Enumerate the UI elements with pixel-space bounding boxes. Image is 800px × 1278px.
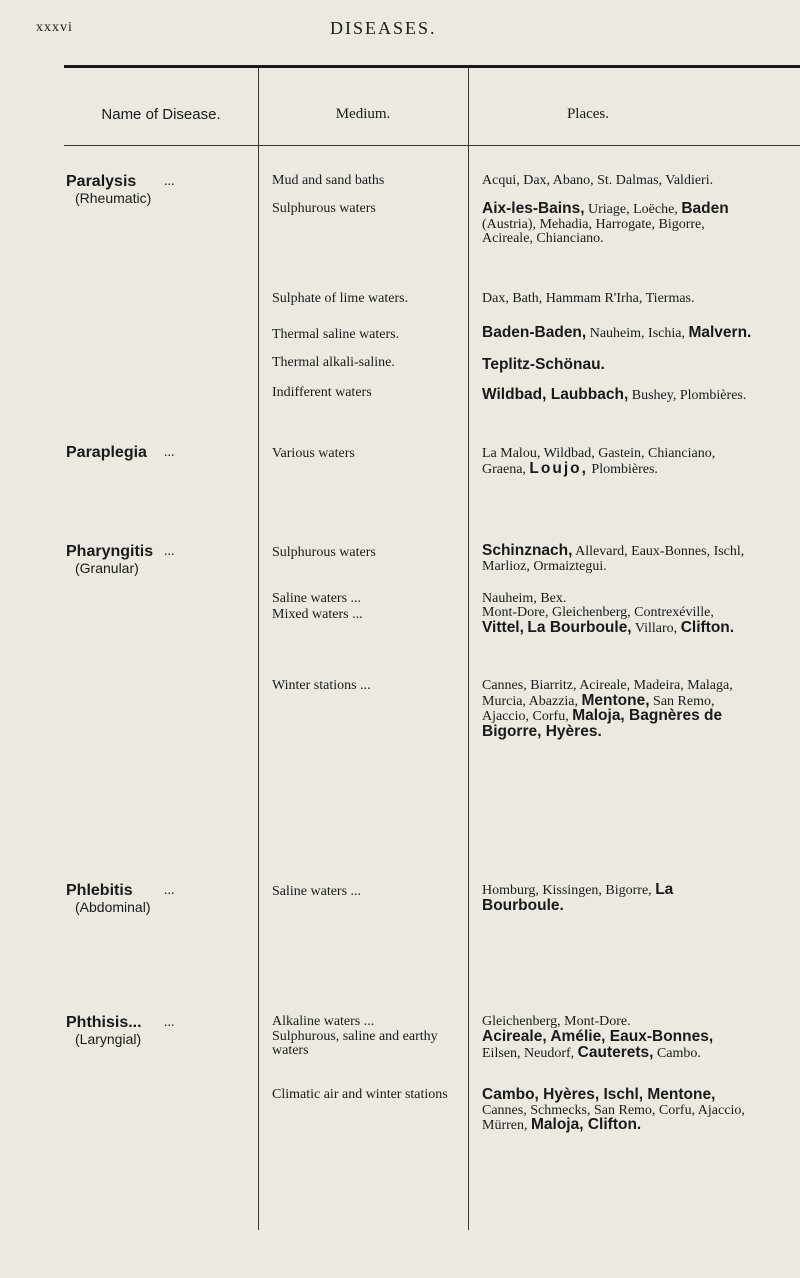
column-divider	[258, 68, 259, 1230]
place-text: Nauheim, Bex.	[482, 591, 567, 606]
place-text: Eilsen, Neudorf,	[482, 1045, 578, 1061]
place-name-bold: Wildbad, Laubbach,	[482, 386, 629, 403]
place-text: Cannes, Schmecks, San Remo, Corfu, Ajaccio, Mürren,	[482, 1102, 745, 1133]
place-name-bold: Acireale, Amélie, Eaux-Bonnes,	[482, 1028, 714, 1045]
places-cell	[482, 326, 752, 342]
medium-text: Saline waters ...	[272, 884, 362, 899]
place-text: Uriage, Loëche,	[584, 202, 682, 217]
medium-text: Alkaline waters ...	[272, 1014, 375, 1029]
medium-cell	[272, 328, 460, 342]
place-text: Nauheim, Ischia,	[586, 326, 689, 341]
place-name-bold: Malvern.	[688, 324, 752, 341]
disease-name	[66, 883, 252, 915]
disease-title: Paraplegia	[66, 444, 147, 461]
medium-cell	[272, 608, 460, 622]
places-cell	[482, 174, 752, 189]
medium-cell	[272, 885, 460, 899]
header-medium: Medium.	[335, 106, 391, 122]
leader-dots: ...	[164, 445, 175, 460]
medium-cell	[272, 292, 460, 306]
places-cell	[482, 679, 752, 740]
places-cell	[482, 447, 752, 477]
places-cell	[482, 883, 752, 914]
place-name-bold: Teplitz-Schönau.	[482, 356, 605, 373]
place-name-bold: La Bourboule.	[482, 881, 674, 914]
medium-text: Mixed waters ...	[272, 607, 363, 622]
disease-name	[66, 544, 252, 576]
medium-cell	[272, 202, 460, 216]
place-name-bold: Schinznach,	[482, 542, 573, 559]
place-text: Homburg, Kissingen, Bigorre,	[482, 883, 656, 898]
disease-name	[66, 1015, 252, 1047]
leader-dots: ...	[164, 883, 175, 898]
places-cell	[482, 202, 752, 247]
header-places: Places.	[566, 106, 610, 122]
medium-cell	[272, 679, 460, 693]
disease-title: Pharyngitis	[66, 543, 154, 560]
medium-text: Climatic air and winter stations	[272, 1087, 448, 1102]
medium-cell	[272, 592, 460, 606]
place-text: Allevard, Eaux-Bonnes, Ischl, Marlioz, Ormaiztegui.	[482, 544, 745, 574]
disease-name	[66, 445, 252, 461]
place-name-bold: Maloja, Bagnères de Bigorre, Hyères.	[482, 707, 723, 740]
header-rule	[64, 145, 800, 146]
medium-text: Indifferent waters	[272, 385, 372, 400]
disease-qualifier: (Rheumatic)	[75, 190, 152, 206]
header-disease: Name of Disease.	[101, 106, 221, 123]
places-cell	[482, 388, 752, 404]
top-rule	[64, 65, 800, 68]
leader-dots: ...	[164, 174, 175, 189]
medium-cell	[272, 356, 460, 370]
place-name-bold: La Bourboule,	[527, 618, 632, 636]
place-text: Gleichenberg, Mont-Dore.	[482, 1014, 631, 1029]
medium-text: Mud and sand baths	[272, 173, 385, 188]
disease-title: Phthisis...	[66, 1014, 142, 1031]
place-text: Cannes, Biarritz, Acireale, Madeira, Malaga, Murcia, Abazzia,	[482, 678, 733, 709]
place-name-bold: Vittel,	[482, 618, 524, 636]
places-cell	[482, 544, 752, 574]
medium-cell	[272, 1088, 460, 1102]
medium-text: Various waters	[272, 446, 355, 461]
medium-text: Sulphurous waters	[272, 201, 376, 216]
disease-name	[66, 174, 252, 206]
medium-text: Sulphurous, saline and earthy waters	[272, 1029, 438, 1058]
places-cell	[482, 1030, 752, 1061]
page-number: xxxvi	[36, 20, 73, 35]
running-head: DISEASES.	[330, 18, 437, 38]
column-divider	[468, 68, 469, 1230]
place-text: Cambo.	[653, 1045, 701, 1061]
places-cell	[482, 292, 752, 307]
medium-cell	[272, 386, 460, 400]
place-text: Dax, Bath, Hammam R'Irha, Tiermas.	[482, 291, 695, 306]
disease-qualifier: (Laryngial)	[75, 1031, 142, 1047]
place-name-bold: Mentone,	[581, 691, 650, 709]
place-text: San Remo, Ajaccio, Corfu,	[482, 693, 715, 724]
medium-text: Thermal alkali-saline.	[272, 355, 395, 370]
places-cell	[482, 1088, 752, 1134]
medium-text: Sulphate of lime waters.	[272, 291, 409, 306]
medium-text: Thermal saline waters.	[272, 327, 400, 342]
place-text: La Malou, Wildbad, Gastein, Chianciano, Graena,	[482, 446, 716, 477]
disease-title: Phlebitis	[66, 882, 133, 899]
medium-cell	[272, 174, 460, 188]
place-name-bold: Clifton.	[680, 618, 735, 636]
disease-qualifier: (Granular)	[75, 560, 139, 576]
disease-qualifier: (Abdominal)	[75, 899, 151, 915]
place-text: Acqui, Dax, Abano, St. Dalmas, Valdieri.	[482, 173, 714, 188]
place-name-bold: Maloja, Clifton.	[531, 1116, 642, 1133]
place-text: (Austria), Mehadia, Harrogate, Bigorre, Acireale, Chianciano.	[482, 216, 705, 246]
place-text: Villaro,	[631, 620, 681, 636]
leader-dots: ...	[164, 544, 175, 559]
places-cell	[482, 606, 752, 636]
medium-cell	[272, 546, 460, 560]
place-text: Bushey, Plombières.	[628, 388, 747, 403]
place-name-bold: Cauterets,	[577, 1043, 654, 1061]
place-name-bold: Baden-Baden,	[482, 324, 587, 341]
place-name-bold: Cambo, Hyères, Ischl, Mentone,	[482, 1086, 716, 1103]
place-name-bold: Aix-les-Bains,	[482, 200, 585, 217]
place-name-bold: Baden	[681, 200, 729, 217]
leader-dots: ...	[164, 1015, 175, 1030]
medium-text: Sulphurous waters	[272, 545, 376, 560]
places-cell	[482, 358, 752, 374]
medium-cell	[272, 1015, 460, 1029]
medium-cell	[272, 447, 460, 461]
place-text: Plombières.	[587, 461, 658, 477]
medium-text: Saline waters ...	[272, 591, 362, 606]
medium-text: Winter stations ...	[272, 678, 371, 693]
disease-title: Paralysis	[66, 173, 137, 190]
place-text: Mont-Dore, Gleichenberg, Contrexéville,	[482, 605, 714, 620]
place-name-bold: Loujo,	[529, 459, 588, 477]
medium-cell	[272, 1030, 460, 1058]
